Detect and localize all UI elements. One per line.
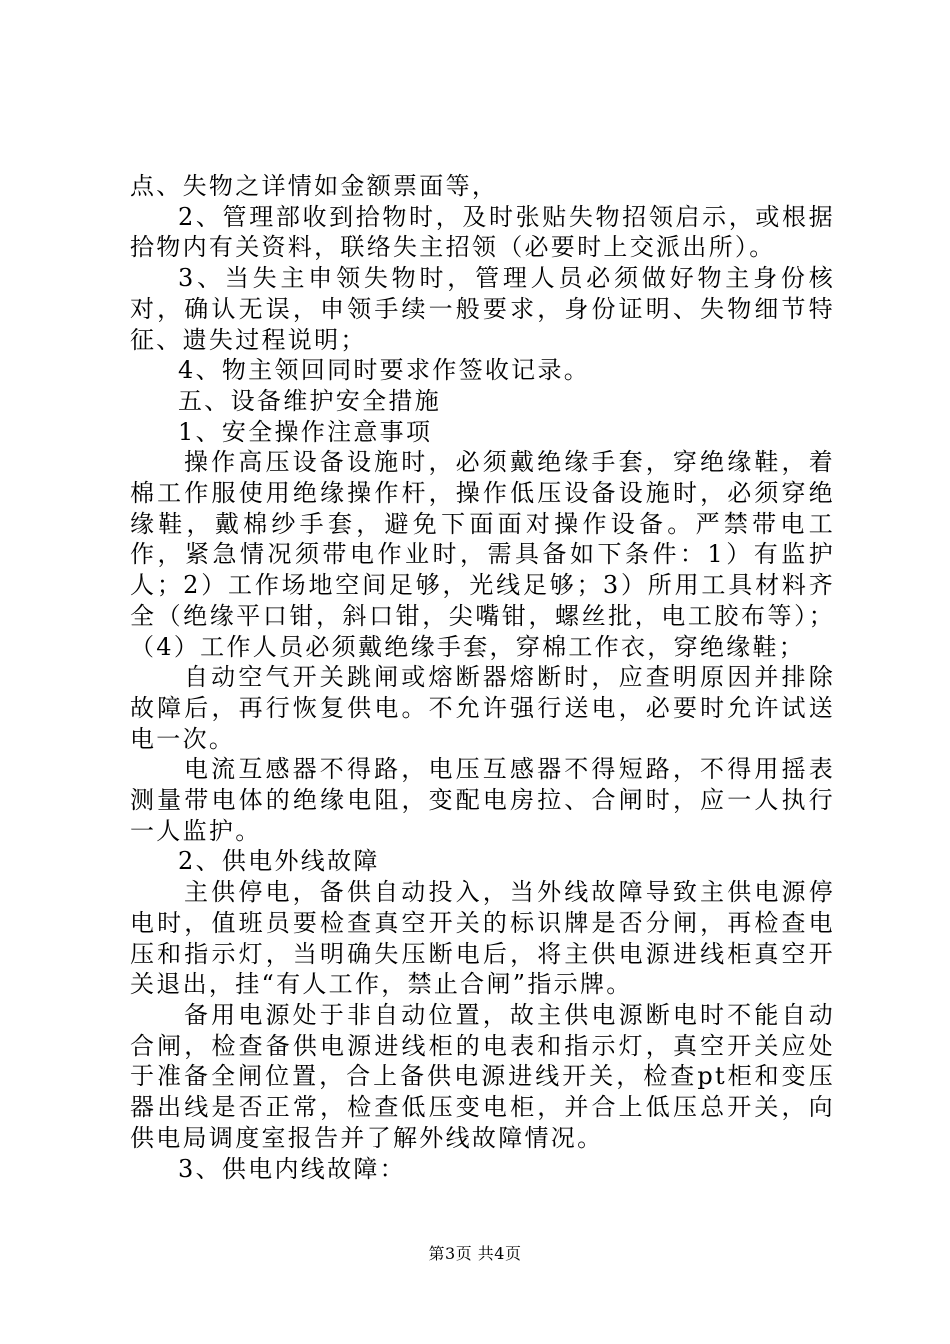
section-heading: 五、设备维护安全措施 xyxy=(178,386,441,415)
paragraph: 4、物主领回同时要求作签收记录。 xyxy=(178,356,591,385)
paragraph: 备用电源处于非自动位置，故主供电源断电时不能自动合闸，检查备供电源进线柜的电表和指示灯，真空开关应处于准备全闸位置，合上备供电源进线开关，检查pt柜和变压器出线是否正常，检查低压变电柜，并合上低压总开关，向供电局调度室报告并了解外线故障情况。 xyxy=(130,1000,835,1152)
paragraph: 3、当失主申领失物时，管理人员必须做好物主身份核对，确认无误，申领手续一般要求，身份证明、失物细节特征、遗失过程说明； xyxy=(130,264,835,354)
subsection-heading: 1、安全操作注意事项 xyxy=(178,417,433,446)
paragraph: 电流互感器不得路，电压互感器不得短路，不得用摇表测量带电体的绝缘电阻，变配电房拉、合闸时，应一人执行一人监护。 xyxy=(130,755,835,845)
page-number: 第3页 共4页 xyxy=(428,1244,522,1263)
page-footer xyxy=(0,1244,950,1264)
paragraph: 2、管理部收到拾物时，及时张贴失物招领启示，或根据拾物内有关资料，联络失主招领（必要时上交派出所）。 xyxy=(130,202,835,262)
document-body xyxy=(130,171,835,1184)
paragraph: 自动空气开关跳闸或熔断器熔断时，应查明原因并排除故障后，再行恢复供电。不允许强行送电，必要时允许试送电一次。 xyxy=(130,663,835,753)
subsection-heading: 3、供电内线故障： xyxy=(178,1154,406,1183)
paragraph: 点、失物之详情如金额票面等， xyxy=(130,172,499,200)
paragraph: 操作高压设备设施时，必须戴绝缘手套，穿绝缘鞋，着棉工作服使用绝缘操作杆，操作低压设备设施时，必须穿绝缘鞋，戴棉纱手套，避免下面面对操作设备。严禁带电工作，紧急情况须带电作业时，需具备如下条件：1）有监护人；2）工作场地空间足够，光线足够；3）所用工具材料齐全（绝缘平口钳，斜口钳，尖嘴钳，螺丝批，电工胶布等）；（4）工作人员必须戴绝缘手套，穿棉工作衣，穿绝缘鞋； xyxy=(130,448,835,661)
paragraph: 主供停电，备供自动投入，当外线故障导致主供电源停电时，值班员要检查真空开关的标识牌是否分闸，再检查电压和指示灯，当明确失压断电后，将主供电源进线柜真空开关退出，挂“有人工作，禁止合闸”指示牌。 xyxy=(130,878,835,999)
subsection-heading: 2、供电外线故障 xyxy=(178,847,380,876)
